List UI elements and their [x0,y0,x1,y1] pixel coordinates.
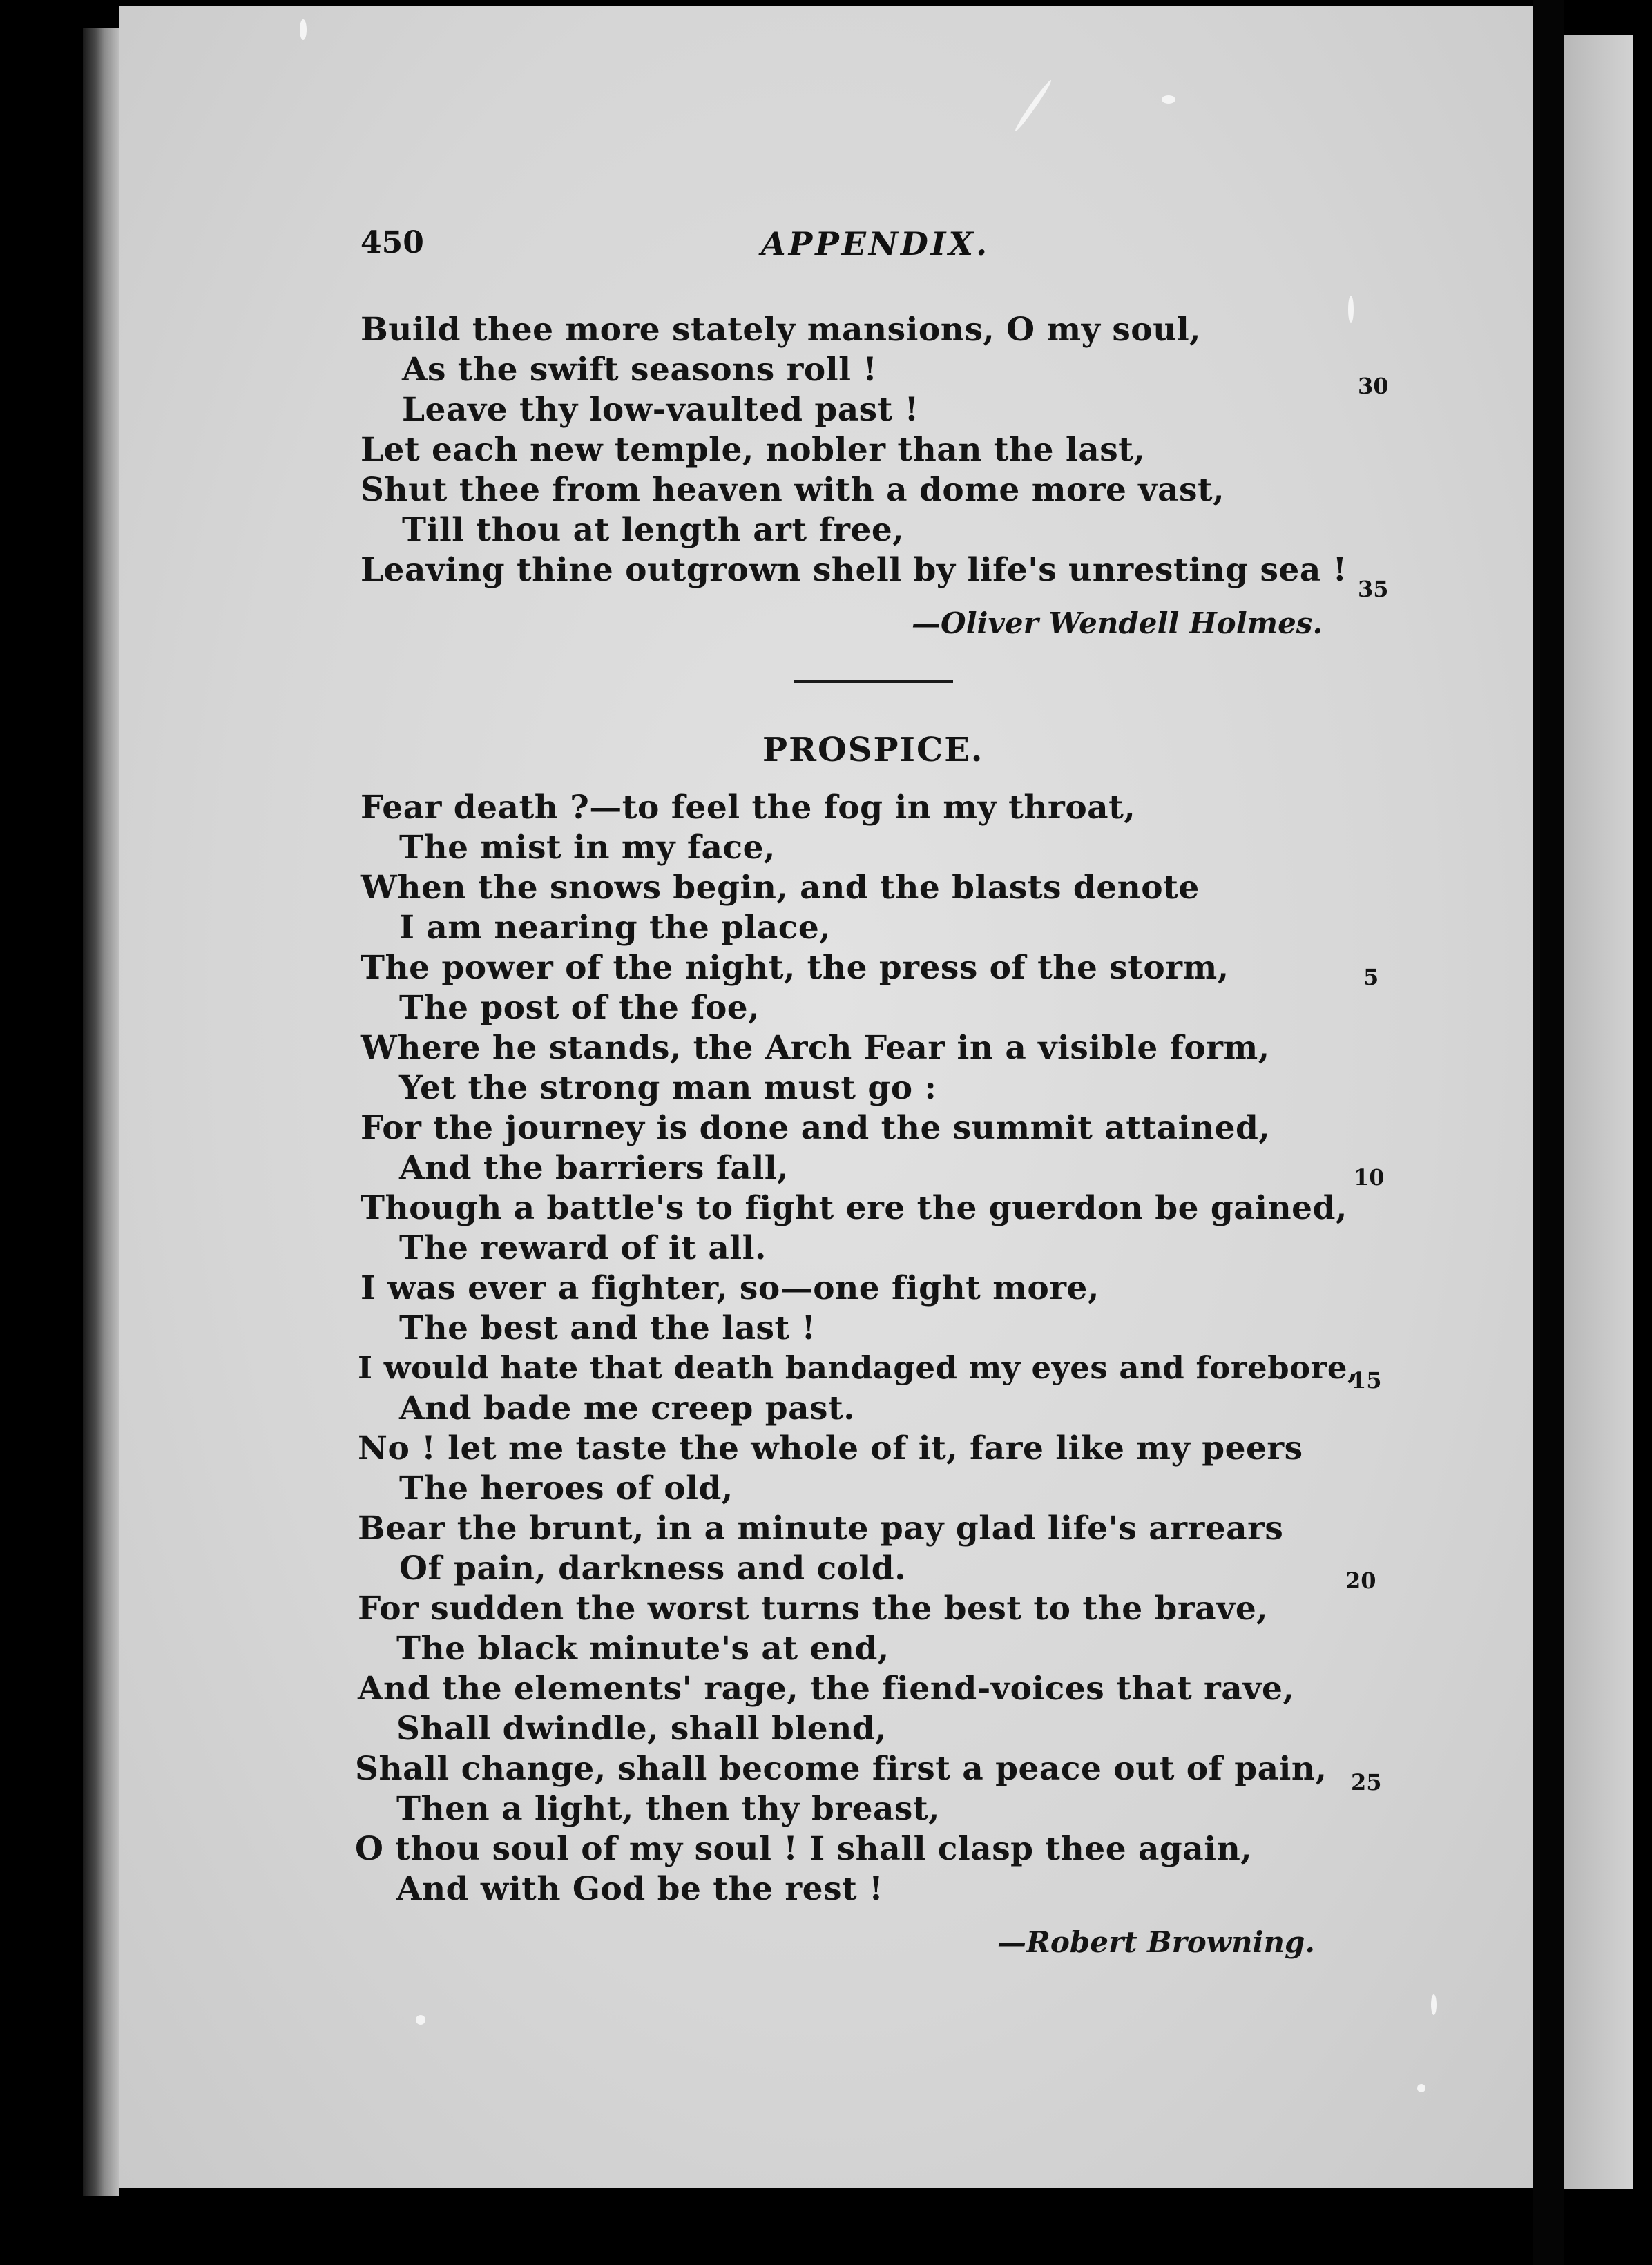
poem-line: Of pain, darkness and cold. [399,1550,906,1588]
poem-line: As the swift seasons roll ! [402,351,878,389]
dust-speck [416,2015,425,2025]
poem-line: The post of the foe, [399,989,760,1027]
poem-line: Shall dwindle, shall blend, [396,1710,887,1748]
poem-line: The mist in my face, [399,829,776,867]
line-number: 20 [1345,1568,1376,1594]
book-left-edge [83,28,119,2196]
poem-line: And the barriers fall, [399,1149,789,1187]
poem-line: And bade me creep past. [399,1389,856,1427]
dust-speck [300,19,307,40]
poem-line: Till thou at length art free, [402,511,905,549]
poem-line: Shut thee from heaven with a dome more vast, [361,471,1225,509]
poem-line: Fear death ?—to feel the fog in my throat, [361,789,1136,827]
poem-line: Let each new temple, nobler than the last, [361,431,1146,469]
poem-line: For the journey is done and the summit attained, [361,1109,1271,1147]
page-number: 450 [361,225,424,260]
line-number: 10 [1354,1164,1385,1191]
line-number: 30 [1358,373,1389,399]
poem-line: Yet the strong man must go : [399,1069,937,1107]
poem-line: For sudden the worst turns the best to the brave, [358,1590,1269,1628]
dust-speck [1162,95,1175,104]
poem-line: And the elements' rage, the fiend-voices that rave, [358,1670,1295,1708]
running-head [361,225,1438,267]
attribution: —Oliver Wendell Holmes. [912,606,1323,640]
poem-line: And with God be the rest ! [396,1870,884,1908]
poem-line: Build thee more stately mansions, O my soul, [361,311,1202,349]
poem-title: PROSPICE. [762,731,984,769]
poem-line: No ! let me taste the whole of it, fare like my peers [358,1429,1303,1467]
dust-speck [1348,296,1354,323]
running-head-title: APPENDIX. [761,225,990,262]
poem-line: I would hate that death bandaged my eyes and forebore, [358,1349,1359,1386]
book-gutter [1533,0,1564,2265]
dust-speck [1013,79,1053,133]
poem-line: Leaving thine outgrown shell by life's unresting sea ! [361,551,1347,589]
line-number: 5 [1363,964,1379,990]
line-number: 15 [1351,1367,1382,1394]
attribution: —Robert Browning. [997,1925,1315,1959]
section-divider [794,680,953,683]
poem-line: I was ever a fighter, so—one fight more, [361,1269,1099,1307]
line-number: 25 [1351,1769,1382,1795]
facing-page-edge [1564,35,1633,2189]
poem-line: Shall change, shall become first a peace out of pain, [355,1750,1327,1788]
poem-line: I am nearing the place, [399,909,832,947]
poem-line: Though a battle's to fight ere the guerdon be gained, [361,1189,1347,1227]
line-number: 35 [1358,576,1389,602]
poem-line: When the snows begin, and the blasts denote [361,869,1200,907]
poem-line: The power of the night, the press of the storm, [361,949,1229,987]
poem-line: Leave thy low-vaulted past ! [402,391,919,429]
poem-line: The heroes of old, [399,1469,733,1507]
dust-speck [1417,2084,1425,2092]
poem-line: The best and the last ! [399,1309,816,1347]
poem-line: The black minute's at end, [396,1630,890,1668]
dust-speck [1431,1994,1437,2015]
poem-line: Then a light, then thy breast, [396,1790,940,1828]
poem-line: Bear the brunt, in a minute pay glad life's arrears [358,1510,1284,1548]
poem-line: Where he stands, the Arch Fear in a visible form, [361,1029,1270,1067]
poem-line: O thou soul of my soul ! I shall clasp thee again, [355,1830,1253,1868]
poem-line: The reward of it all. [399,1229,767,1267]
